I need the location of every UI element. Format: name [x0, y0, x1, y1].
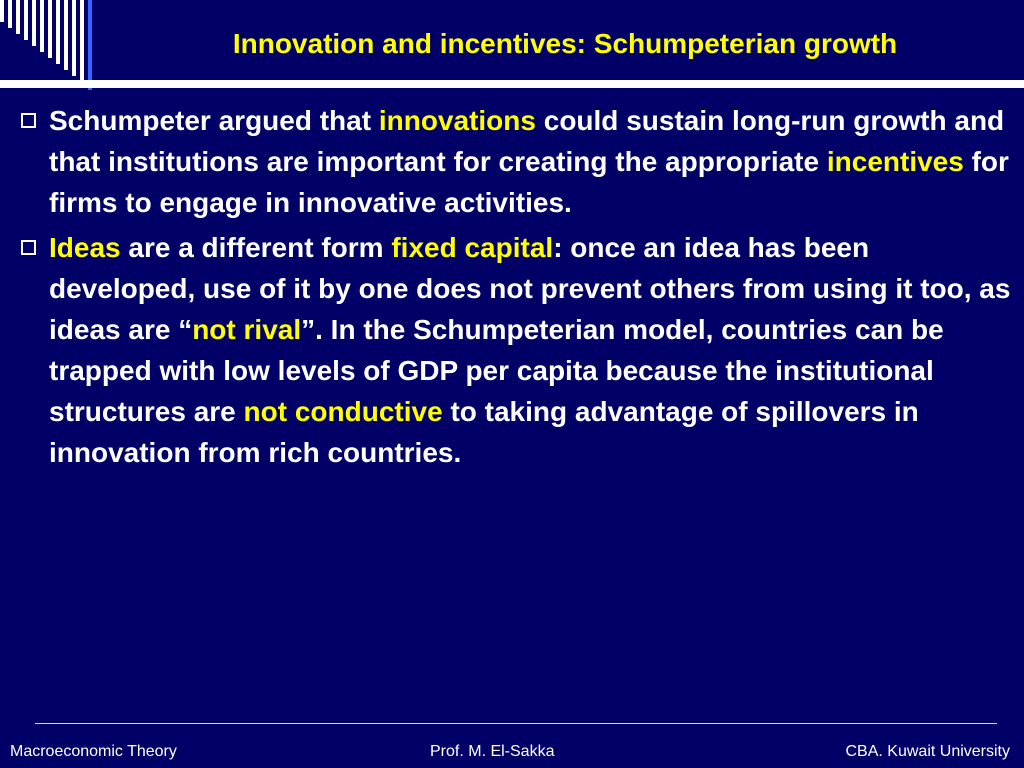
highlight-term: innovations — [378, 105, 536, 136]
bullet-item — [18, 100, 1014, 223]
highlight-term: not conductive — [243, 396, 443, 427]
footer-institution: CBA. Kuwait University — [845, 743, 1010, 760]
slide-title: Innovation and incentives: Schumpeterian growth — [232, 28, 898, 59]
bullet-item — [18, 227, 1014, 473]
bullet-text: Schumpeter argued that innovations could sustain long-run growth and that institutions are important for creating the appropriate incentives for firms to engage in innovative activities. — [49, 105, 1009, 218]
footer-author: Prof. M. El-Sakka — [430, 743, 555, 760]
title-divider — [0, 80, 1024, 88]
highlight-term: fixed capital — [391, 232, 554, 263]
footer-course: Macroeconomic Theory — [10, 743, 177, 760]
square-bullet-icon — [21, 113, 36, 128]
bullet-text: Ideas are a different form fixed capital: once an idea has been developed, use of it by one does not prevent others from using it too, as ideas are “not rival”. In the Schumpeterian model, countries can be trapped with low levels of GDP per capita because the institutional structures are not conductive to taking advantage of spillovers in innovation from rich countries. — [49, 232, 1011, 468]
square-bullet-icon — [21, 240, 36, 255]
slide-body — [18, 100, 1014, 477]
highlight-term: Ideas — [49, 232, 121, 263]
decorative-stripes — [0, 0, 100, 90]
highlight-term: not rival — [192, 314, 302, 345]
footer-divider — [35, 723, 997, 724]
slide-footer — [0, 733, 1024, 768]
highlight-term: incentives — [826, 146, 964, 177]
